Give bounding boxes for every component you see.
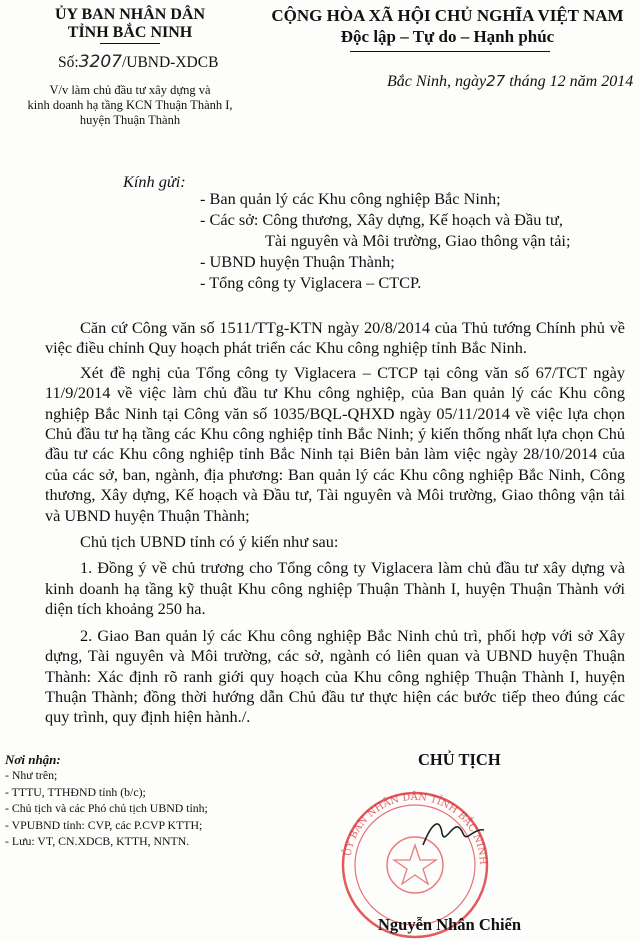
- noi-nhan-list: [5, 767, 208, 850]
- recipient-item: Tài nguyên và Môi trường, Giao thông vận tải;: [265, 231, 571, 250]
- body-paragraph-item-2: 2. Giao Ban quản lý các Khu công nghiệp Bắc Ninh chủ trì, phối hợp với sở Xây dựng, Tài nguyên và Môi trường, các sở, ngành có liên quan và UBND huyện Thuận Thành: Xác định rõ ranh giới quy hoạch của Khu công nghiệp Thuận Thành I, huyện Thuận Thành; đồng thời hướng dẫn Chủ đầu tư thực hiện các bước tiếp theo đúng các quy trình, quy định hiện hành./.: [45, 625, 625, 727]
- doc-number-suffix: /UBND-XDCB: [121, 54, 219, 71]
- noi-nhan-label: Nơi nhận:: [5, 752, 61, 767]
- signer-title: CHỦ TỊCH: [418, 750, 501, 769]
- recipient-item: - Tổng công ty Viglacera – CTCP.: [200, 273, 422, 292]
- recipients-label: Kính gửi:: [123, 172, 186, 191]
- motto-underline: [350, 51, 550, 52]
- handwritten-signature: [423, 824, 484, 845]
- seal-text: ỦY BAN NHÂN DÂN TỈNH BẮC NINH: [342, 791, 489, 866]
- body-paragraph-item-1: 1. Đồng ý về chủ trương cho Tổng công ty Viglacera làm chủ đầu tư xây dựng và kinh doanh hạ tầng kỹ thuật Khu công nghiệp Thuận Thành I, huyện Thuận Thành với diện tích khoảng 250 ha.: [45, 558, 625, 619]
- body-paragraph-legal-basis: Căn cứ Công văn số 1511/TTg-KTN ngày 20/8/2014 của Thủ tướng Chính phủ về việc điều chỉnh Quy hoạch phát triển các Khu công nghiệp tỉnh Bắc Ninh.: [45, 318, 625, 358]
- noi-nhan-item: - Chủ tịch và các Phó chủ tịch UBND tỉnh;: [5, 801, 208, 815]
- document-subject: [0, 83, 260, 128]
- signer-name: Nguyễn Nhân Chiến: [378, 915, 522, 934]
- seal-star-icon: [394, 845, 436, 884]
- noi-nhan-item: - TTTU, TTHĐND tỉnh (b/c);: [5, 784, 146, 799]
- doc-number-prefix: Số:: [58, 54, 79, 71]
- noi-nhan-item: - Lưu: VT, CN.XDCB, KTTH, NNTN.: [5, 834, 190, 848]
- recipient-item: - Các sở: Công thương, Xây dựng, Kế hoạch và Đầu tư,: [200, 210, 563, 229]
- document-number: [58, 52, 218, 72]
- noi-nhan-item: - VPUBND tỉnh: CVP, các P.CVP KTTH;: [5, 817, 203, 832]
- subject-line: huyện Thuận Thành: [79, 113, 181, 127]
- doc-number-handwritten: 3207: [78, 52, 122, 72]
- document-date: [387, 72, 633, 91]
- body-paragraph-opinion: Chủ tịch UBND tỉnh có ý kiến như sau:: [80, 532, 339, 552]
- body-paragraph-considerations: Xét đề nghị của Tổng công ty Viglacera – CTCP tại công văn số 67/TCT ngày 11/9/2014 về việc làm chủ đầu tư Khu công nghiệp, của Ban quản lý các Khu công nghiệp Bắc Ninh tại Công văn số 1035/BQL-QHXD ngày 05/11/2014 về việc lựa chọn Chủ đầu tư hạ tầng các Khu công nghiệp tỉnh Bắc Ninh; ý kiến thống nhất lựa chọn Chủ đầu tư các Khu công nghiệp tỉnh Bắc Ninh tại Biên bản làm việc ngày 28/10/2014 của của các sở, ban, ngành, địa phương: Ban quản lý các Khu công nghiệp Bắc Ninh, Công thương, Xây dựng, Kế hoạch và Đầu tư, Tài nguyên và Môi trường, Giao thông vận tải và UBND huyện Thuận Thành;: [45, 362, 625, 525]
- letter-body: [45, 318, 625, 728]
- noi-nhan-item: - Như trên;: [5, 768, 58, 782]
- province-name: TỈNH BẮC NINH: [67, 24, 193, 41]
- date-prefix: Bắc Ninh, ngày: [387, 73, 487, 90]
- recipient-item: - UBND huyện Thuận Thành;: [200, 252, 395, 271]
- header-left-underline: [100, 43, 160, 44]
- subject-line: kinh doanh hạ tầng KCN Thuận Thành I,: [27, 98, 233, 112]
- national-motto: Độc lập – Tự do – Hạnh phúc: [340, 27, 555, 46]
- date-day-handwritten: 27: [486, 72, 506, 90]
- signature-mark: [418, 815, 488, 850]
- recipients-list: [200, 188, 570, 293]
- recipient-item: - Ban quản lý các Khu công nghiệp Bắc Ninh;: [200, 189, 501, 208]
- date-suffix: tháng 12 năm 2014: [509, 73, 634, 90]
- national-title: CỘNG HÒA XÃ HỘI CHỦ NGHĨA VIỆT NAM: [271, 6, 624, 25]
- agency-name: ỦY BAN NHÂN DÂN: [54, 6, 206, 23]
- subject-line: V/v làm chủ đầu tư xây dựng và: [49, 83, 211, 97]
